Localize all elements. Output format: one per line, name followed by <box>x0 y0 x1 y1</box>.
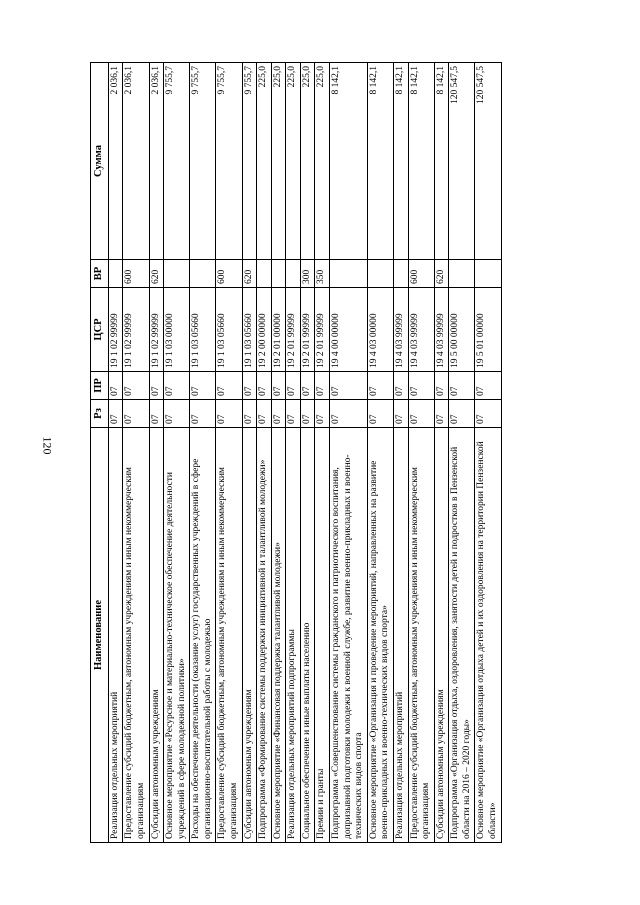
row-csr-cell: 19 1 02 99999 <box>123 288 149 372</box>
row-rz-cell: 07 <box>408 400 434 428</box>
row-vr-cell <box>475 260 501 288</box>
row-pr-cell: 07 <box>164 372 190 400</box>
row-sum-cell: 8 142,1 <box>367 63 393 260</box>
row-vr-cell <box>393 260 408 288</box>
row-sum-cell: 2 036,1 <box>123 63 149 260</box>
table-row <box>330 63 368 843</box>
row-rz-cell: 07 <box>271 400 286 428</box>
row-csr-cell: 19 2 01 99999 <box>300 288 315 372</box>
row-rz-cell: 07 <box>330 400 368 428</box>
table-row <box>367 63 393 843</box>
row-name-cell: Подпрограмма «Формирование системы поддержки инициативной и талантливой молодежи» <box>257 428 272 843</box>
table-row <box>408 63 434 843</box>
row-pr-cell: 07 <box>330 372 368 400</box>
row-pr-cell: 07 <box>315 372 330 400</box>
row-vr-cell <box>286 260 301 288</box>
row-vr-cell: 620 <box>242 260 257 288</box>
row-csr-cell: 19 2 00 00000 <box>257 288 272 372</box>
row-name-cell: Расходы на обеспечение деятельности (оказание услуг) государственных учреждений в сфере организационно-воспитательной работы с молодежью <box>190 428 216 843</box>
row-rz-cell: 07 <box>257 400 272 428</box>
table-row <box>449 63 475 843</box>
row-name-cell: Реализация отдельных мероприятий <box>393 428 408 843</box>
row-rz-cell: 07 <box>190 400 216 428</box>
row-name-cell: Основное мероприятие «Ресурсное и материально-техническое обеспечение деятельности учреждений в сфере молодежной политики» <box>164 428 190 843</box>
table-row <box>123 63 149 843</box>
header-csr: ЦСР <box>91 288 109 372</box>
table-row <box>242 63 257 843</box>
row-name-cell: Субсидии автономным учреждениям <box>242 428 257 843</box>
row-name-cell: Субсидии автономным учреждениям <box>434 428 449 843</box>
row-rz-cell: 07 <box>393 400 408 428</box>
row-rz-cell: 07 <box>286 400 301 428</box>
row-csr-cell: 19 2 01 99999 <box>315 288 330 372</box>
header-rz: Рз <box>91 400 109 428</box>
row-csr-cell: 19 1 03 05660 <box>216 288 242 372</box>
row-csr-cell: 19 1 03 05660 <box>242 288 257 372</box>
row-vr-cell <box>271 260 286 288</box>
table-row <box>271 63 286 843</box>
row-name-cell: Основное мероприятие «Организация отдыха детей и их оздоровления на территории Пензенской области» <box>475 428 501 843</box>
row-rz-cell: 07 <box>315 400 330 428</box>
row-name-cell: Социальное обеспечение и иные выплаты населению <box>300 428 315 843</box>
table-row <box>434 63 449 843</box>
row-sum-cell: 9 755,7 <box>242 63 257 260</box>
row-csr-cell: 19 1 02 99999 <box>149 288 164 372</box>
table-row <box>190 63 216 843</box>
row-sum-cell: 8 142,1 <box>408 63 434 260</box>
row-vr-cell: 600 <box>216 260 242 288</box>
row-sum-cell: 8 142,1 <box>330 63 368 260</box>
row-name-cell: Основное мероприятие «Финансовая поддержка талантливой молодежи» <box>271 428 286 843</box>
table-row <box>475 63 501 843</box>
table-header-row <box>91 63 109 843</box>
row-sum-cell: 2 036,1 <box>149 63 164 260</box>
row-pr-cell: 07 <box>257 372 272 400</box>
row-pr-cell: 07 <box>149 372 164 400</box>
row-csr-cell: 19 5 00 00000 <box>449 288 475 372</box>
row-sum-cell: 2 036,1 <box>108 63 123 260</box>
header-pr: ПР <box>91 372 109 400</box>
row-csr-cell: 19 4 03 99999 <box>408 288 434 372</box>
row-name-cell: Субсидии автономным учреждениям <box>149 428 164 843</box>
row-rz-cell: 07 <box>449 400 475 428</box>
table-row <box>108 63 123 843</box>
row-csr-cell: 19 4 00 00000 <box>330 288 368 372</box>
row-sum-cell: 225,0 <box>286 63 301 260</box>
row-rz-cell: 07 <box>123 400 149 428</box>
row-name-cell: Основное мероприятие «Организация и проведение мероприятий, направленных на развитие военно-прикладных и военно-технических видов спорта» <box>367 428 393 843</box>
row-sum-cell: 8 142,1 <box>393 63 408 260</box>
row-pr-cell: 07 <box>242 372 257 400</box>
table-row <box>300 63 315 843</box>
row-name-cell: Предоставление субсидий бюджетным, автономным учреждениям и иным некоммерческим организациям <box>216 428 242 843</box>
row-vr-cell <box>367 260 393 288</box>
row-pr-cell: 07 <box>300 372 315 400</box>
row-sum-cell: 120 547,5 <box>475 63 501 260</box>
row-sum-cell: 120 547,5 <box>449 63 475 260</box>
row-pr-cell: 07 <box>449 372 475 400</box>
row-rz-cell: 07 <box>164 400 190 428</box>
row-name-cell: Предоставление субсидий бюджетным, автономным учреждениям и иным некоммерческим организациям <box>408 428 434 843</box>
table-row <box>257 63 272 843</box>
row-csr-cell: 19 4 03 00000 <box>367 288 393 372</box>
row-vr-cell: 350 <box>315 260 330 288</box>
row-sum-cell: 9 755,7 <box>190 63 216 260</box>
row-rz-cell: 07 <box>149 400 164 428</box>
row-rz-cell: 07 <box>434 400 449 428</box>
row-sum-cell: 225,0 <box>315 63 330 260</box>
row-vr-cell: 600 <box>408 260 434 288</box>
row-pr-cell: 07 <box>475 372 501 400</box>
row-csr-cell: 19 2 01 00000 <box>271 288 286 372</box>
row-name-cell: Реализация отдельных мероприятий подпрограммы <box>286 428 301 843</box>
table-row <box>216 63 242 843</box>
row-pr-cell: 07 <box>108 372 123 400</box>
table-row <box>315 63 330 843</box>
row-rz-cell: 07 <box>300 400 315 428</box>
row-sum-cell: 9 755,7 <box>164 63 190 260</box>
row-csr-cell: 19 4 03 99999 <box>393 288 408 372</box>
row-vr-cell: 620 <box>149 260 164 288</box>
row-csr-cell: 19 1 02 99999 <box>108 288 123 372</box>
row-rz-cell: 07 <box>242 400 257 428</box>
row-sum-cell: 225,0 <box>300 63 315 260</box>
row-vr-cell <box>164 260 190 288</box>
row-pr-cell: 07 <box>286 372 301 400</box>
row-csr-cell: 19 2 01 99999 <box>286 288 301 372</box>
header-vr: ВР <box>91 260 109 288</box>
row-vr-cell: 620 <box>434 260 449 288</box>
row-vr-cell <box>108 260 123 288</box>
table-row <box>149 63 164 843</box>
row-pr-cell: 07 <box>190 372 216 400</box>
table-row <box>286 63 301 843</box>
row-csr-cell: 19 1 03 05660 <box>190 288 216 372</box>
row-name-cell: Подпрограмма «Организация отдыха, оздоровления, занятости детей и подростков в Пензенской области на 2016 – 2020 годы» <box>449 428 475 843</box>
row-csr-cell: 19 1 03 00000 <box>164 288 190 372</box>
row-vr-cell: 300 <box>300 260 315 288</box>
row-pr-cell: 07 <box>408 372 434 400</box>
row-rz-cell: 07 <box>216 400 242 428</box>
row-name-cell: Предоставление субсидий бюджетным, автономным учреждениям и иным некоммерческим организациям <box>123 428 149 843</box>
header-sum: Сумма <box>91 63 109 260</box>
table-row <box>164 63 190 843</box>
row-vr-cell: 600 <box>123 260 149 288</box>
row-vr-cell <box>257 260 272 288</box>
row-pr-cell: 07 <box>367 372 393 400</box>
row-pr-cell: 07 <box>271 372 286 400</box>
header-name: Наименование <box>91 428 109 843</box>
row-pr-cell: 07 <box>216 372 242 400</box>
row-sum-cell: 225,0 <box>257 63 272 260</box>
row-sum-cell: 225,0 <box>271 63 286 260</box>
row-name-cell: Реализация отдельных мероприятий <box>108 428 123 843</box>
row-rz-cell: 07 <box>367 400 393 428</box>
row-csr-cell: 19 5 01 00000 <box>475 288 501 372</box>
row-csr-cell: 19 4 03 99999 <box>434 288 449 372</box>
row-name-cell: Подпрограмма «Совершенствование системы гражданского и патриотического воспитания, допризывной подготовки молодежи к военной службе, развитие военно-прикладных и военно-технических видов спорта <box>330 428 368 843</box>
row-rz-cell: 07 <box>475 400 501 428</box>
row-vr-cell <box>449 260 475 288</box>
row-sum-cell: 8 142,1 <box>434 63 449 260</box>
row-pr-cell: 07 <box>393 372 408 400</box>
row-pr-cell: 07 <box>434 372 449 400</box>
page-number: 120 <box>40 436 55 455</box>
row-name-cell: Премии и гранты <box>315 428 330 843</box>
budget-table <box>90 62 502 843</box>
row-vr-cell <box>190 260 216 288</box>
rotated-table-container <box>90 63 502 843</box>
row-rz-cell: 07 <box>108 400 123 428</box>
row-sum-cell: 9 755,7 <box>216 63 242 260</box>
row-pr-cell: 07 <box>123 372 149 400</box>
table-row <box>393 63 408 843</box>
row-vr-cell <box>330 260 368 288</box>
